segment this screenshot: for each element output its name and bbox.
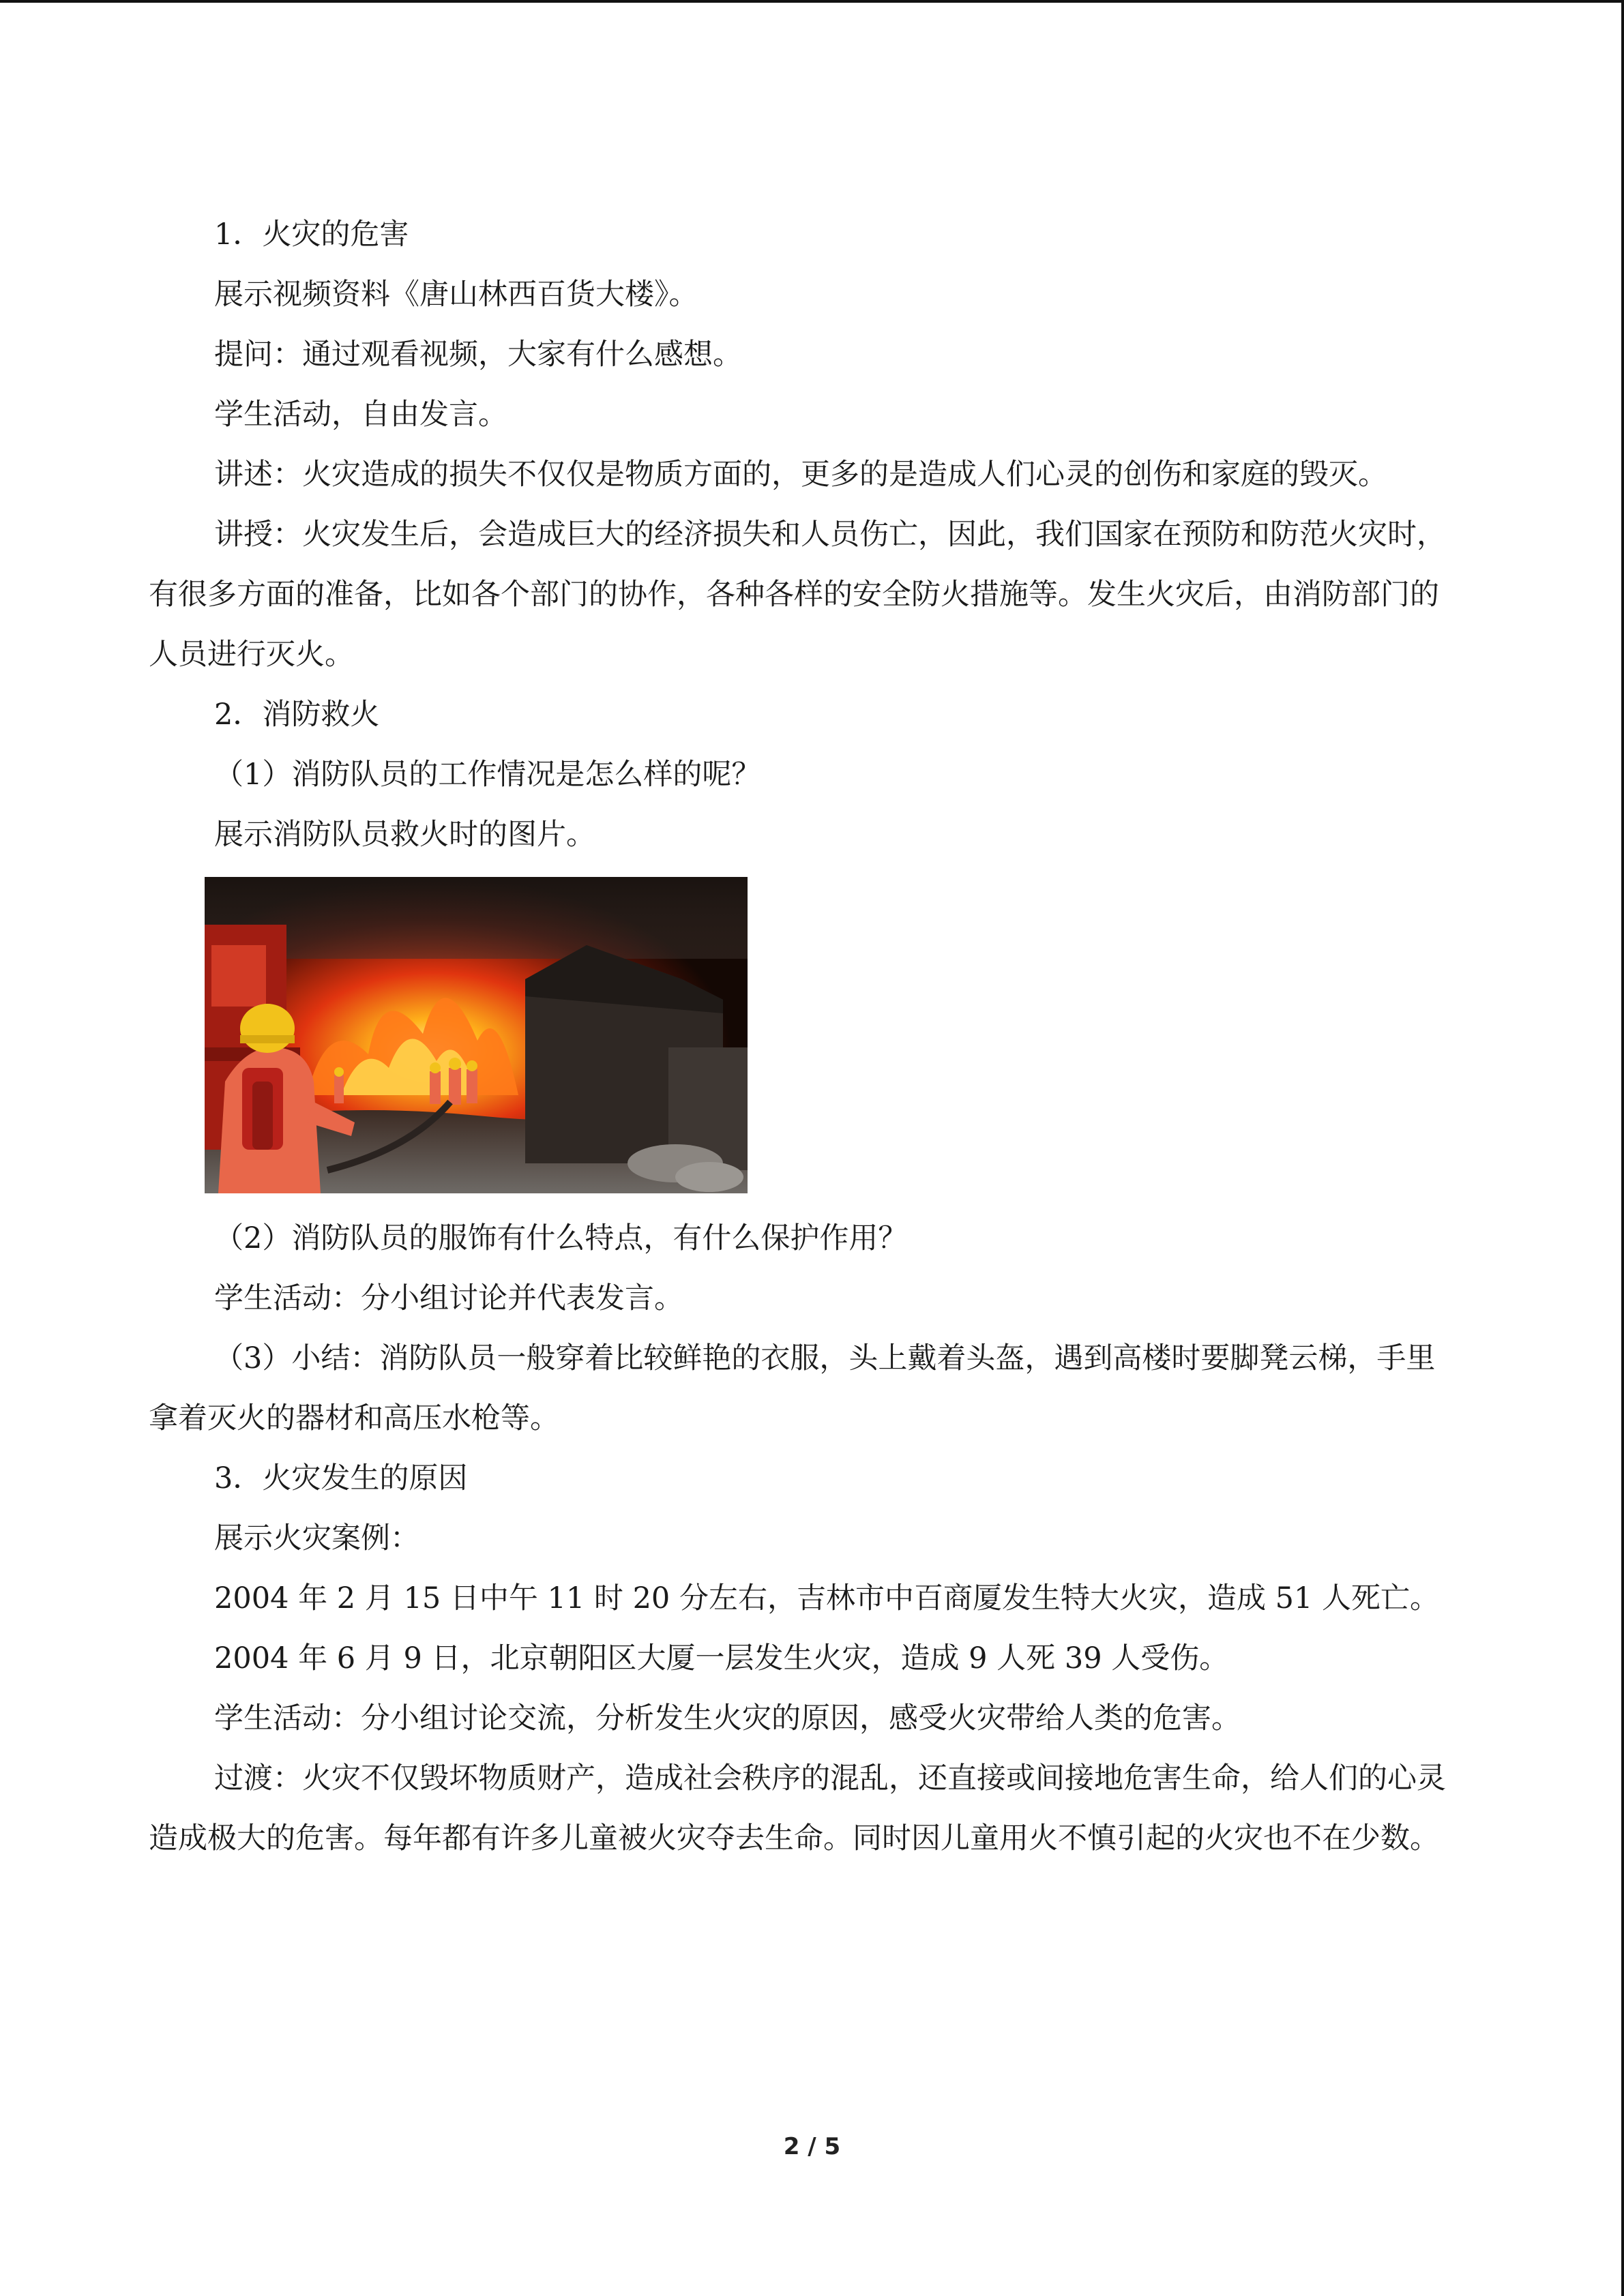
paragraph: （3）小结：消防队员一般穿着比较鲜艳的衣服，头上戴着头盔，遇到高楼时要脚凳云梯，手里拿着灭火的器材和高压水枪等。: [149, 1341, 1436, 1435]
paragraph: 讲授：火灾发生后，会造成巨大的经济损失和人员伤亡，因此，我们国家在预防和防范火灾时，有很多方面的准备，比如各个部门的协作，各种各样的安全防火措施等。发生火灾后，由消防部门的人员进行灭火。: [149, 518, 1446, 672]
paragraph: 展示视频资料《唐山林西百货大楼》。: [214, 278, 698, 312]
document-body: [149, 205, 1458, 1868]
paragraph: 展示消防队员救火时的图片。: [214, 818, 595, 852]
firefighters-photo: [205, 877, 748, 1193]
paragraph: 2004 年 6 月 9 日，北京朝阳区大厦一层发生火灾，造成 9 人死 39 人受伤。: [214, 1641, 1229, 1675]
paragraph: 2004 年 2 月 15 日中午 11 时 20 分左右，吉林市中百商厦发生特大火灾，造成 51 人死亡。: [214, 1581, 1440, 1615]
paragraph: 过渡：火灾不仅毁坏物质财产，造成社会秩序的混乱，还直接或间接地危害生命，给人们的心灵造成极大的危害。每年都有许多儿童被火灾夺去生命。同时因儿童用火不慎引起的火灾也不在少数。: [149, 1761, 1446, 1855]
paragraphs-before-photo: [149, 205, 1458, 865]
page-number: 2 / 5: [783, 2133, 841, 2160]
paragraph: 讲述：火灾造成的损失不仅仅是物质方面的，更多的是造成人们心灵的创伤和家庭的毁灭。: [214, 458, 1387, 492]
paragraph: 2．消防救火: [214, 698, 380, 732]
right-border-line: [1621, 0, 1624, 2296]
paragraph: 学生活动：分小组讨论交流，分析发生火灾的原因，感受火灾带给人类的危害。: [214, 1701, 1241, 1735]
paragraphs-after-photo: [149, 1208, 1458, 1868]
paragraph: 学生活动，自由发言。: [214, 398, 507, 432]
paragraph: 展示火灾案例：: [214, 1521, 419, 1555]
paragraph: 提问：通过观看视频，大家有什么感想。: [214, 338, 742, 372]
paragraph: （2）消防队员的服饰有什么特点，有什么保护作用？: [214, 1221, 908, 1255]
paragraph: （1）消防队员的工作情况是怎么样的呢？: [214, 758, 761, 792]
paragraph: 1．火灾的危害: [214, 218, 409, 252]
paragraph: 学生活动：分小组讨论并代表发言。: [214, 1281, 683, 1315]
paragraph: 3．火灾发生的原因: [214, 1461, 468, 1495]
top-border-line: [0, 0, 1624, 3]
firefighters-illustration: [205, 877, 748, 1193]
